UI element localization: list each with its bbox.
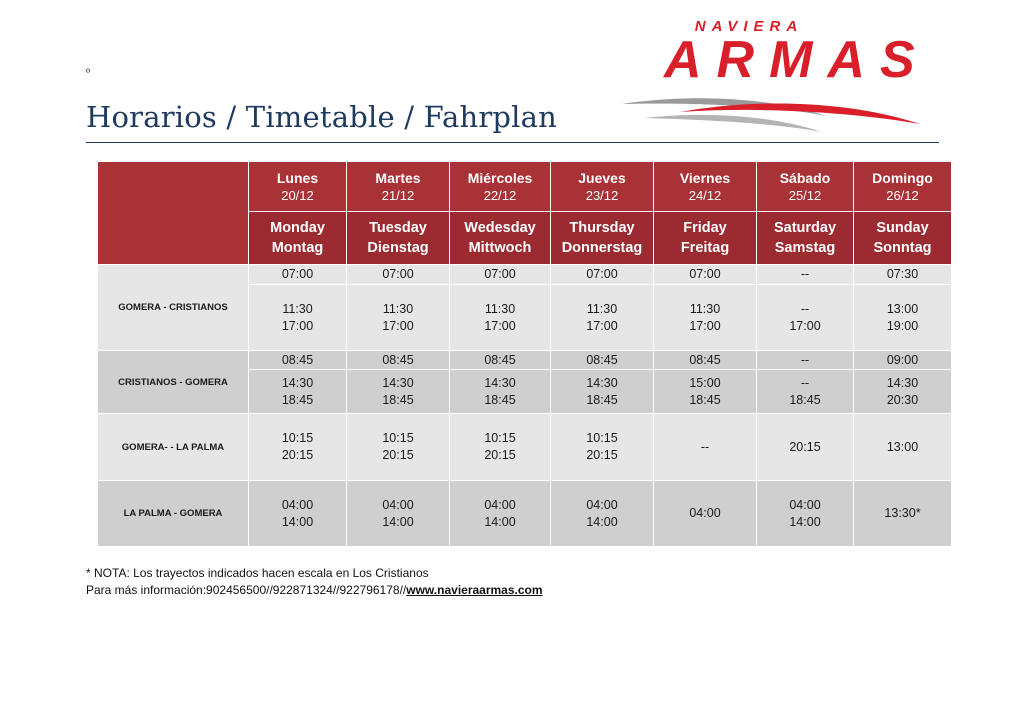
logo-main-text: ARMAS bbox=[664, 31, 930, 89]
route-name-cell: GOMERA- - LA PALMA bbox=[98, 414, 249, 481]
departure-cell: 08:45 bbox=[347, 351, 450, 370]
departure-time: 20:15 bbox=[789, 439, 821, 454]
departure-cell bbox=[654, 481, 757, 547]
departure-cell bbox=[450, 414, 551, 481]
day-name-en: Sunday bbox=[876, 220, 929, 236]
day-date: 25/12 bbox=[788, 187, 822, 203]
departure-time: 18:45 bbox=[689, 392, 721, 407]
departure-time: 17:00 bbox=[382, 318, 414, 333]
departure-cell bbox=[450, 285, 551, 351]
day-name-de: Samstag bbox=[774, 240, 836, 256]
departure-cell: 07:00 bbox=[450, 265, 551, 285]
day-date: 23/12 bbox=[585, 187, 619, 203]
departure-time: 04:00 bbox=[281, 497, 314, 512]
departure-cell: -- bbox=[757, 265, 854, 285]
departure-time: -- bbox=[800, 301, 810, 316]
departure-time: 18:45 bbox=[586, 392, 618, 407]
day-name-en: Saturday bbox=[773, 220, 837, 236]
footnotes bbox=[86, 565, 543, 599]
day-date: 21/12 bbox=[381, 187, 415, 203]
departure-time: 10:15 bbox=[484, 431, 516, 445]
departure-cell bbox=[249, 481, 347, 547]
departure-cell bbox=[347, 481, 450, 547]
departure-time: 11:30 bbox=[586, 301, 618, 316]
day-name-de: Dienstag bbox=[367, 240, 429, 256]
day-date: 24/12 bbox=[688, 187, 722, 203]
departure-time: 14:00 bbox=[281, 514, 314, 529]
departure-cell bbox=[757, 414, 854, 481]
departure-time: 14:30 bbox=[484, 375, 516, 390]
day-date: 22/12 bbox=[483, 187, 517, 203]
departure-time: 11:30 bbox=[382, 301, 414, 316]
departure-time: 14:30 bbox=[586, 375, 618, 390]
page-title: Horarios / Timetable / Fahrplan bbox=[86, 100, 558, 134]
departure-time: 11:30 bbox=[484, 301, 516, 316]
departure-cell bbox=[757, 481, 854, 547]
departure-cell bbox=[551, 285, 654, 351]
day-translation-cell bbox=[347, 212, 450, 265]
departure-time: 11:30 bbox=[282, 301, 313, 316]
departure-cell: 07:00 bbox=[654, 265, 757, 285]
departure-cell bbox=[654, 370, 757, 414]
day-name-es: Domingo bbox=[872, 169, 933, 186]
day-translation-cell bbox=[249, 212, 347, 265]
departure-time: 19:00 bbox=[886, 318, 919, 333]
day-header-cell bbox=[450, 162, 551, 212]
day-name-en: Thursday bbox=[569, 220, 635, 236]
day-name-es: Martes bbox=[375, 169, 421, 186]
departure-time: 17:00 bbox=[281, 318, 314, 333]
departure-cell bbox=[854, 414, 952, 481]
departure-cell: 08:45 bbox=[654, 351, 757, 370]
departure-cell bbox=[249, 285, 347, 351]
departure-time: 14:00 bbox=[484, 514, 516, 529]
departure-time: 20:15 bbox=[586, 448, 618, 462]
departure-time: 04:00 bbox=[382, 497, 414, 512]
departure-cell bbox=[654, 285, 757, 351]
departure-cell bbox=[347, 414, 450, 481]
day-name-es: Jueves bbox=[578, 169, 626, 186]
departure-cell: 08:45 bbox=[249, 351, 347, 370]
departure-time: 14:30 bbox=[281, 375, 314, 390]
departure-time: 17:00 bbox=[689, 318, 721, 333]
departure-time: 11:30 bbox=[689, 301, 721, 316]
departure-time: 18:45 bbox=[789, 392, 821, 407]
day-date: 20/12 bbox=[281, 187, 314, 203]
day-header-cell bbox=[249, 162, 347, 212]
departure-time: 10:15 bbox=[281, 431, 314, 445]
day-name-en: Monday bbox=[270, 220, 325, 236]
day-header-cell bbox=[347, 162, 450, 212]
departure-cell bbox=[347, 285, 450, 351]
naviera-armas-logo bbox=[620, 14, 950, 144]
day-name-es: Sábado bbox=[779, 169, 831, 186]
website-link[interactable]: www.navieraarmas.com bbox=[406, 583, 543, 597]
departure-cell bbox=[249, 414, 347, 481]
departure-time: 20:15 bbox=[382, 448, 414, 462]
departure-cell: 07:00 bbox=[249, 265, 347, 285]
day-name-en: Friday bbox=[683, 220, 727, 236]
departure-cell bbox=[854, 285, 952, 351]
day-name-de: Sonntag bbox=[873, 240, 932, 256]
timetable bbox=[97, 161, 952, 547]
departure-time: 10:15 bbox=[382, 431, 414, 445]
departure-cell bbox=[757, 370, 854, 414]
departure-time: 14:30 bbox=[382, 375, 414, 390]
departure-time: 14:00 bbox=[382, 514, 414, 529]
day-translation-cell bbox=[854, 212, 952, 265]
day-name-de: Donnerstag bbox=[561, 240, 643, 256]
departure-cell bbox=[854, 481, 952, 547]
route-name-cell: CRISTIANOS - GOMERA bbox=[98, 351, 249, 414]
day-name-es: Viernes bbox=[679, 169, 731, 186]
day-translation-cell bbox=[654, 212, 757, 265]
title-divider bbox=[86, 142, 939, 143]
departure-cell bbox=[249, 370, 347, 414]
logo-swoosh-icon bbox=[620, 94, 950, 144]
departure-time: 04:00 bbox=[484, 497, 516, 512]
departure-time: -- bbox=[800, 375, 810, 390]
departure-time: -- bbox=[700, 439, 710, 454]
day-name-en: Tuesday bbox=[369, 220, 427, 236]
departure-cell bbox=[854, 370, 952, 414]
day-date: 26/12 bbox=[886, 187, 919, 203]
departure-time: 17:00 bbox=[586, 318, 618, 333]
day-name-de: Freitag bbox=[680, 240, 730, 256]
logo-top-text: NAVIERA bbox=[694, 18, 804, 35]
day-translation-cell bbox=[757, 212, 854, 265]
corner-mark: º bbox=[86, 67, 91, 79]
departure-time: 20:30 bbox=[886, 392, 919, 407]
departure-time: 14:00 bbox=[789, 514, 821, 529]
route-name-cell: LA PALMA - GOMERA bbox=[98, 481, 249, 547]
departure-cell bbox=[347, 370, 450, 414]
departure-time: 10:15 bbox=[586, 431, 618, 445]
departure-time: 14:00 bbox=[586, 514, 618, 529]
departure-time: 18:45 bbox=[484, 392, 516, 407]
departure-time: 04:00 bbox=[689, 506, 721, 520]
day-header-cell bbox=[854, 162, 952, 212]
departure-cell: 09:00 bbox=[854, 351, 952, 370]
departure-time: 17:00 bbox=[789, 318, 821, 333]
departure-cell: 07:00 bbox=[347, 265, 450, 285]
departure-time: 04:00 bbox=[586, 497, 618, 512]
departure-cell bbox=[757, 285, 854, 351]
departure-time: 18:45 bbox=[382, 392, 414, 407]
day-name-de: Mittwoch bbox=[468, 240, 532, 256]
day-name-de: Montag bbox=[271, 240, 324, 256]
departure-time: 13:00 bbox=[886, 301, 919, 316]
departure-cell bbox=[551, 414, 654, 481]
route-header-cell bbox=[98, 162, 249, 265]
departure-cell bbox=[654, 414, 757, 481]
departure-cell: 07:00 bbox=[551, 265, 654, 285]
departure-time: 13:30* bbox=[884, 506, 921, 520]
departure-time: 15:00 bbox=[689, 375, 721, 390]
departure-cell bbox=[450, 481, 551, 547]
day-header-cell bbox=[551, 162, 654, 212]
departure-cell bbox=[450, 370, 551, 414]
departure-cell: 08:45 bbox=[450, 351, 551, 370]
phone-numbers: Para más información:902456500//922871324//922796178// bbox=[86, 583, 407, 597]
stopover-note: * NOTA: Los trayectos indicados hacen escala en Los Cristianos bbox=[86, 566, 429, 580]
departure-cell: -- bbox=[757, 351, 854, 370]
day-header-cell bbox=[654, 162, 757, 212]
departure-time: 13:00 bbox=[886, 439, 919, 454]
departure-cell bbox=[551, 481, 654, 547]
contact-info bbox=[86, 582, 543, 599]
departure-time: 20:15 bbox=[484, 448, 516, 462]
day-name-es: Miércoles bbox=[467, 169, 533, 186]
departure-time: 04:00 bbox=[789, 497, 821, 512]
departure-time: 20:15 bbox=[281, 448, 314, 462]
departure-time: 17:00 bbox=[484, 318, 516, 333]
departure-time: 14:30 bbox=[886, 375, 919, 390]
departure-cell: 08:45 bbox=[551, 351, 654, 370]
route-name-cell: GOMERA - CRISTIANOS bbox=[98, 265, 249, 351]
day-name-es: Lunes bbox=[276, 169, 319, 186]
departure-time: 18:45 bbox=[281, 392, 314, 407]
day-name-en: Wedesday bbox=[464, 220, 536, 236]
day-translation-cell bbox=[551, 212, 654, 265]
day-translation-cell bbox=[450, 212, 551, 265]
day-header-cell bbox=[757, 162, 854, 212]
departure-cell: 07:30 bbox=[854, 265, 952, 285]
departure-cell bbox=[551, 370, 654, 414]
